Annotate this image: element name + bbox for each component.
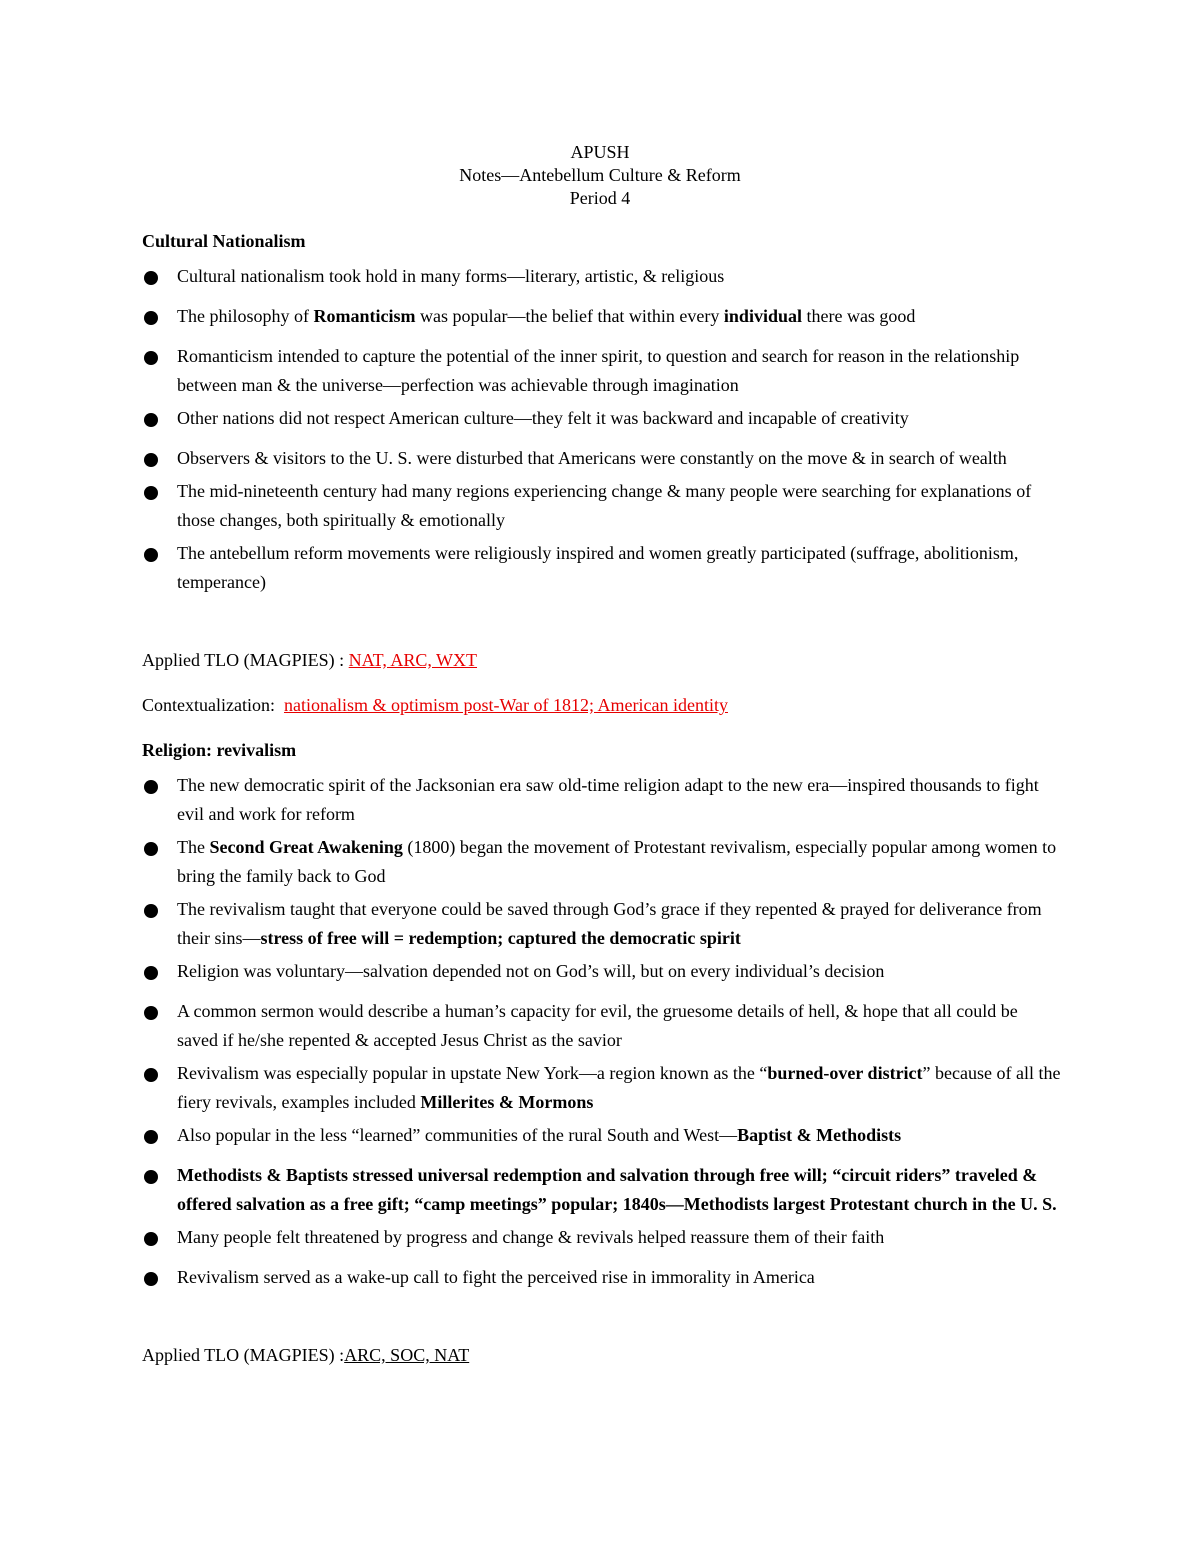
period-label: Period 4 xyxy=(569,188,631,208)
list-item: Methodists & Baptists stressed universal redemption and salvation through free will; “circuit riders” traveled & offered salvation as a free gift; “camp meetings” popular; 1840s—Methodists largest Protestant church in the U. S. xyxy=(142,1161,1062,1219)
contextualization-line: Contextualization: nationalism & optimism post-War of 1812; American identity xyxy=(142,695,728,715)
list-item: The Second Great Awakening (1800) began the movement of Protestant revivalism, especially popular among women to bring the family back to God xyxy=(142,833,1062,891)
course-title: APUSH xyxy=(570,142,630,162)
contextualization-value: nationalism & optimism post-War of 1812; American identity xyxy=(283,695,728,715)
tlo-value: NAT, ARC, WXT xyxy=(348,650,478,670)
document-header xyxy=(0,141,1200,210)
tlo-value-2: ARC, SOC, NAT xyxy=(344,1345,470,1365)
list-item: The philosophy of Romanticism was popular—the belief that within every individual there was good xyxy=(142,302,1062,331)
list-item: Other nations did not respect American culture—they felt it was backward and incapable of creativity xyxy=(142,404,1062,433)
list-item: Cultural nationalism took hold in many forms—literary, artistic, & religious xyxy=(142,262,1062,291)
bullet-list-religion-revivalism xyxy=(142,771,1062,1292)
list-item: Revivalism was especially popular in upstate New York—a region known as the “burned-over district” because of all the fiery revivals, examples included Millerites & Mormons xyxy=(142,1059,1062,1117)
list-item: Many people felt threatened by progress and change & revivals helped reassure them of their faith xyxy=(142,1223,1062,1252)
list-item: A common sermon would describe a human’s capacity for evil, the gruesome details of hell, & hope that all could be saved if he/she repented & accepted Jesus Christ as the savior xyxy=(142,997,1062,1055)
section-heading-religion-revivalism: Religion: revivalism xyxy=(142,740,297,760)
applied-tlo-line: Applied TLO (MAGPIES) : NAT, ARC, WXT xyxy=(142,650,478,670)
section-heading-cultural-nationalism: Cultural Nationalism xyxy=(142,231,306,251)
list-item: The antebellum reform movements were religiously inspired and women greatly participated (suffrage, abolitionism, temperance) xyxy=(142,539,1062,597)
list-item: Romanticism intended to capture the potential of the inner spirit, to question and search for reason in the relationship between man & the universe—perfection was achievable through imagination xyxy=(142,342,1062,400)
notes-title: Notes—Antebellum Culture & Reform xyxy=(459,165,741,185)
bullet-list-cultural-nationalism xyxy=(142,262,1062,597)
list-item: The revivalism taught that everyone could be saved through God’s grace if they repented & prayed for deliverance from their sins—stress of free will = redemption; captured the democratic spirit xyxy=(142,895,1062,953)
list-item: The new democratic spirit of the Jacksonian era saw old-time religion adapt to the new era—inspired thousands to fight evil and work for reform xyxy=(142,771,1062,829)
list-item: Also popular in the less “learned” communities of the rural South and West—Baptist & Methodists xyxy=(142,1121,1062,1150)
list-item: Observers & visitors to the U. S. were disturbed that Americans were constantly on the move & in search of wealth xyxy=(142,444,1062,473)
list-item: Revivalism served as a wake-up call to fight the perceived rise in immorality in America xyxy=(142,1263,1062,1292)
list-item: The mid-nineteenth century had many regions experiencing change & many people were searching for explanations of those changes, both spiritually & emotionally xyxy=(142,477,1062,535)
list-item: Religion was voluntary—salvation depended not on God’s will, but on every individual’s decision xyxy=(142,957,1062,986)
applied-tlo-line-2: Applied TLO (MAGPIES) :ARC, SOC, NAT xyxy=(142,1345,470,1365)
